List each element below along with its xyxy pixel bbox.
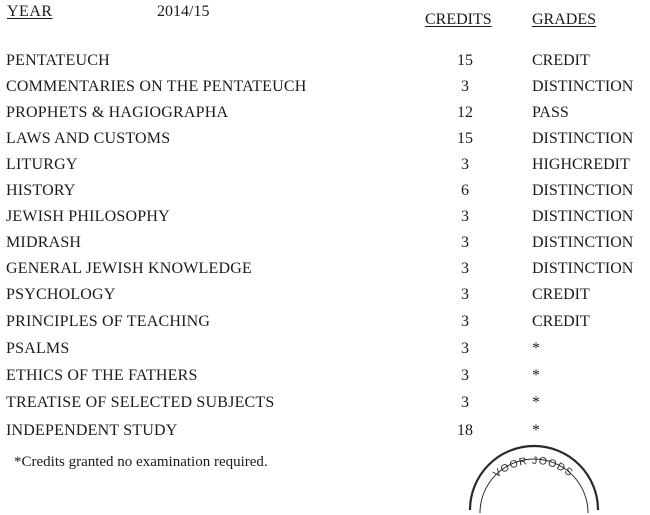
course-row [0, 340, 650, 360]
course-credits: 15 [457, 130, 473, 147]
course-credits: 3 [461, 394, 469, 411]
course-subject: PRINCIPLES OF TEACHING [6, 313, 211, 330]
course-subject: PSYCHOLOGY [6, 286, 116, 303]
course-row [0, 234, 650, 254]
course-subject: PENTATEUCH [6, 52, 110, 69]
course-grade: * [532, 367, 540, 384]
course-subject: LAWS AND CUSTOMS [6, 130, 171, 147]
course-credits: 18 [457, 422, 473, 439]
course-row [0, 104, 650, 124]
course-credits: 3 [461, 260, 469, 277]
year-label: YEAR [7, 3, 53, 20]
course-grade: CREDIT [532, 286, 590, 303]
course-credits: 3 [461, 234, 469, 251]
course-row [0, 78, 650, 98]
course-subject: ETHICS OF THE FATHERS [6, 367, 198, 384]
course-row [0, 286, 650, 306]
course-grade: DISTINCTION [532, 208, 634, 225]
course-credits: 6 [461, 182, 469, 199]
course-grade: PASS [532, 104, 569, 121]
year-value: 2014/15 [157, 3, 210, 20]
course-credits: 3 [461, 286, 469, 303]
course-subject: MIDRASH [6, 234, 82, 251]
course-grade: DISTINCTION [532, 182, 634, 199]
course-grade: DISTINCTION [532, 234, 634, 251]
course-credits: 3 [461, 78, 469, 95]
course-grade: CREDIT [532, 313, 590, 330]
course-subject: HISTORY [6, 182, 76, 199]
seal-text: VOOR JOODS [491, 454, 576, 481]
course-credits: 3 [461, 367, 469, 384]
course-subject: PROPHETS & HAGIOGRAPHA [6, 104, 229, 121]
course-row [0, 394, 650, 414]
course-row [0, 156, 650, 176]
course-row [0, 313, 650, 333]
grades-column-header: GRADES [532, 11, 597, 28]
course-row [0, 182, 650, 202]
course-row [0, 422, 650, 442]
course-credits: 15 [457, 52, 473, 69]
institution-seal [464, 455, 604, 515]
course-subject: PSALMS [6, 340, 70, 357]
course-credits: 3 [461, 313, 469, 330]
course-credits: 3 [461, 208, 469, 225]
credits-column-header: CREDITS [425, 11, 492, 28]
course-grade: * [532, 422, 540, 439]
course-subject: INDEPENDENT STUDY [6, 422, 178, 439]
footnote: *Credits granted no examination required. [14, 454, 268, 470]
course-grade: CREDIT [532, 52, 590, 69]
course-credits: 3 [461, 156, 469, 173]
course-grade: DISTINCTION [532, 260, 634, 277]
course-grade: HIGHCREDIT [532, 156, 630, 173]
course-row [0, 260, 650, 280]
course-subject: TREATISE OF SELECTED SUBJECTS [6, 394, 275, 411]
course-row [0, 208, 650, 228]
course-row [0, 52, 650, 72]
course-subject: LITURGY [6, 156, 78, 173]
course-grade: * [532, 394, 540, 411]
course-subject: JEWISH PHILOSOPHY [6, 208, 170, 225]
course-row [0, 367, 650, 387]
course-credits: 12 [457, 104, 473, 121]
course-credits: 3 [461, 340, 469, 357]
course-grade: DISTINCTION [532, 130, 634, 147]
course-subject: COMMENTARIES ON THE PENTATEUCH [6, 78, 307, 95]
course-subject: GENERAL JEWISH KNOWLEDGE [6, 260, 252, 277]
course-row [0, 130, 650, 150]
course-grade: DISTINCTION [532, 78, 634, 95]
course-grade: * [532, 340, 540, 357]
